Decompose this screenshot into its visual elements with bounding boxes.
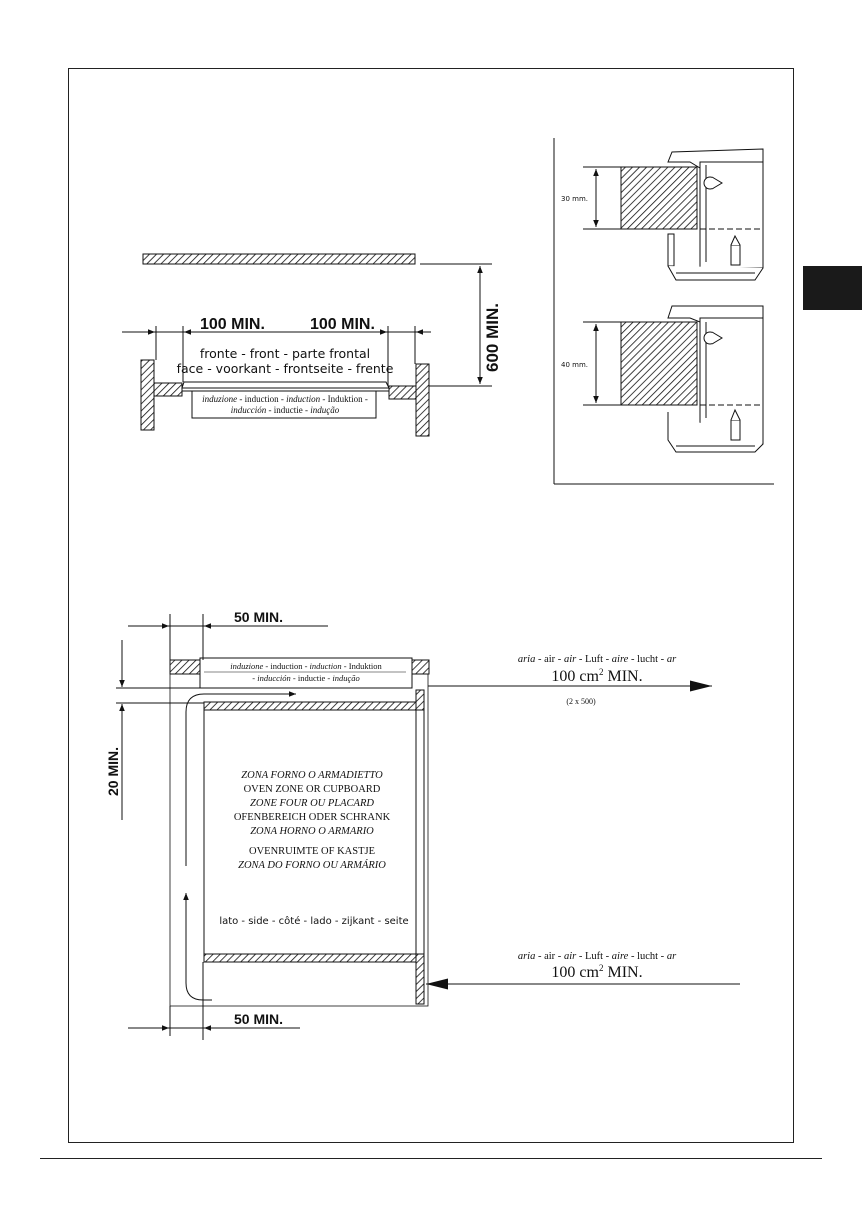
word: - Luft -: [576, 951, 612, 962]
word: - inductie -: [290, 673, 333, 683]
air-label-top: [518, 654, 677, 665]
worktop-30mm: [621, 167, 697, 229]
word: - induction -: [263, 661, 310, 671]
dim-100-right: 100 MIN.: [310, 316, 375, 333]
worktop-right: [389, 386, 416, 399]
zone-line-de: OFENBEREICH ODER SCHRANK: [233, 812, 391, 823]
word: air: [563, 951, 577, 962]
word: air: [563, 654, 577, 665]
value-sup: 2: [598, 963, 604, 973]
word: - air -: [535, 951, 564, 962]
word: aire: [611, 951, 629, 962]
dim-600-height: 600 MIN.: [483, 303, 502, 372]
value-main: 100 cm: [551, 668, 599, 685]
value-main: 100 cm: [551, 964, 599, 981]
induction-label-bottom-2: [252, 673, 359, 683]
word: indução: [332, 673, 360, 683]
value-rest: MIN.: [603, 668, 643, 685]
word: inducción: [257, 673, 291, 683]
air-label-bottom: [518, 951, 677, 962]
dim-50-bottom: 50 MIN.: [234, 1011, 284, 1027]
worktop-40mm: [621, 322, 697, 405]
dim-30mm: 30 mm.: [561, 195, 588, 203]
word: -: [252, 673, 258, 683]
word: - inductie -: [266, 405, 311, 415]
air-value-bottom: [551, 963, 642, 981]
air-value-top: [551, 667, 642, 685]
induction-label-top-1: [202, 394, 368, 404]
word: induzione: [230, 661, 264, 671]
word: - Induktion -: [320, 394, 368, 404]
zone-line-pt: ZONA DO FORNO OU ARMÁRIO: [238, 860, 386, 871]
induction-label-bottom-1: [230, 661, 382, 671]
word: - induction -: [237, 394, 287, 404]
word: aria: [517, 654, 536, 665]
dim-40mm: 40 mm.: [561, 361, 588, 369]
word: aire: [611, 654, 629, 665]
zone-line-en: OVEN ZONE OR CUPBOARD: [243, 784, 381, 795]
word: indução: [310, 405, 340, 415]
zone-line-nl: OVENRUIMTE OF KASTJE: [249, 846, 375, 857]
value-sup: 2: [598, 667, 604, 677]
word: - lucht -: [628, 654, 667, 665]
ventilation-diagram: [116, 614, 740, 1040]
worktop-left: [154, 383, 182, 396]
induction-label-top-2: [231, 405, 340, 415]
word: ar: [666, 654, 677, 665]
word: - lucht -: [628, 951, 667, 962]
front-label-2: face - voorkant - frontseite - frente: [176, 361, 394, 376]
word: induzione: [202, 394, 238, 404]
air-note-top: (2 x 500): [566, 697, 596, 706]
zone-line-it: ZONA FORNO O ARMADIETTO: [241, 770, 383, 781]
worktop-thickness-diagram: [554, 138, 774, 484]
word: - Luft -: [576, 654, 612, 665]
word: - air -: [535, 654, 564, 665]
zone-line-es: ZONA HORNO O ARMARIO: [250, 826, 374, 837]
word: ar: [666, 951, 677, 962]
word: induction: [309, 661, 342, 671]
side-label: lato - side - côté - lado - zijkant - seite: [219, 916, 409, 927]
front-label-1: fronte - front - parte frontal: [199, 346, 371, 361]
zone-line-fr: ZONE FOUR OU PLACARD: [250, 798, 374, 809]
dim-100-left: 100 MIN.: [200, 316, 265, 333]
word: inducción: [230, 405, 267, 415]
word: - Induktion: [341, 661, 382, 671]
word: aria: [517, 951, 536, 962]
dim-20-side: 20 MIN.: [105, 746, 121, 796]
dim-50-top: 50 MIN.: [234, 609, 284, 625]
right-wall: [416, 364, 429, 436]
word: induction: [286, 394, 321, 404]
hood-shelf: [143, 254, 415, 264]
left-wall: [141, 360, 154, 430]
value-rest: MIN.: [603, 964, 643, 981]
